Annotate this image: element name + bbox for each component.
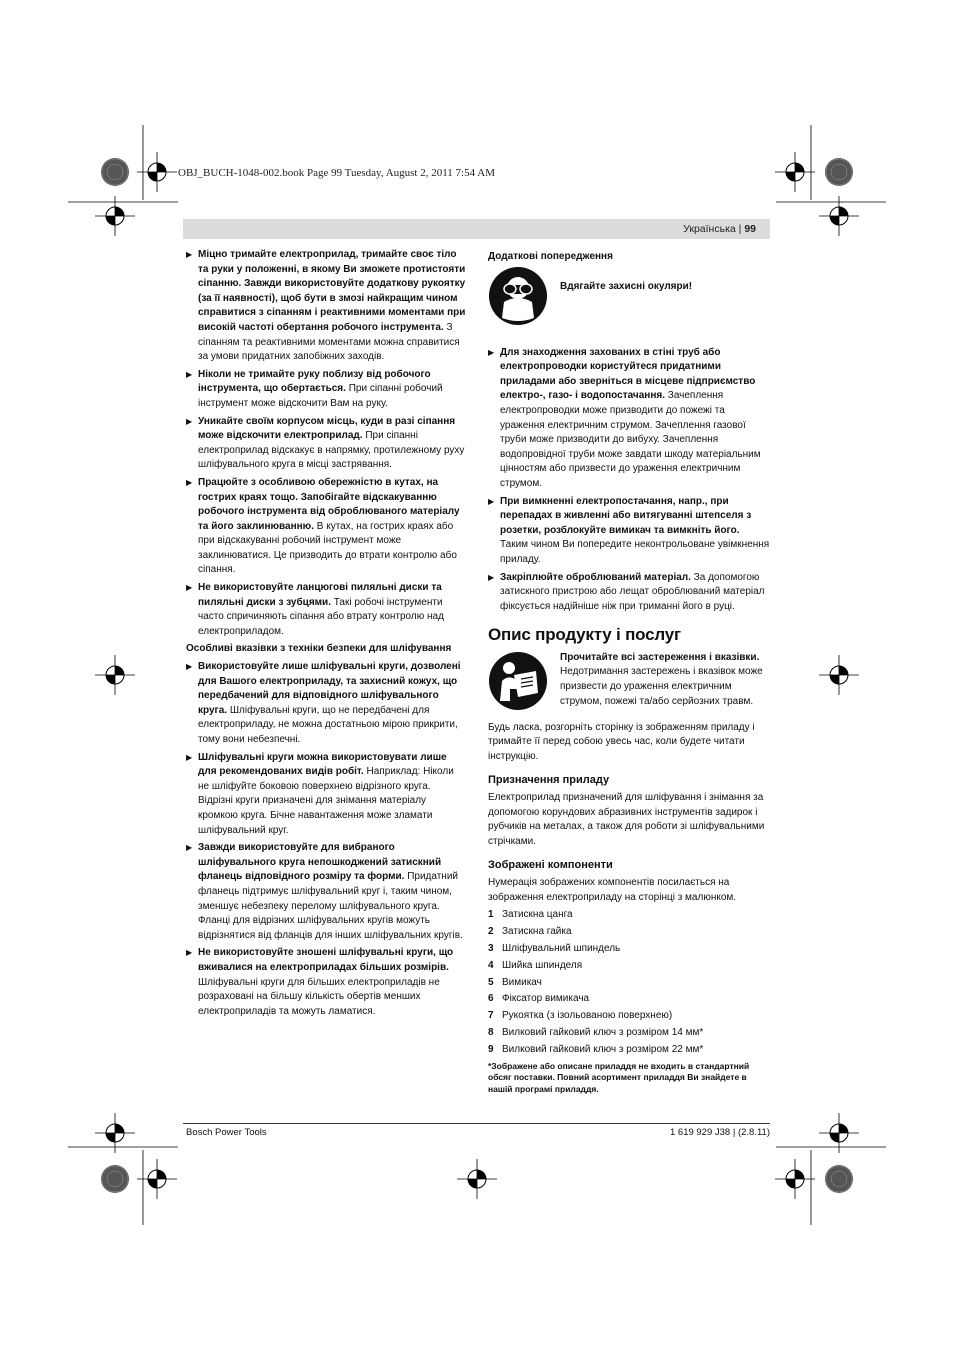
component-item: 1 Затискна цанга bbox=[488, 909, 573, 921]
right-column bbox=[488, 248, 770, 1095]
list-item: ▶ Працюйте з особливою обережністю в кутах, на гострих краях тощо. Запобігайте відскакуванню робочого інструмента від оброблюваного матеріалу та його заклинюванню. В кутах, на гострих краях або при відскакуванні робочий інструмент може заклинюватися. Це призводить до втрати контролю або сіпання. bbox=[186, 476, 460, 576]
list-item: ▶ При вимкненні електропостачання, напр., при перепадах в живленні або витягуванні штепселя з розетки, розблокуйте вимикач та вимкніть його. Таким чином Ви попередите неконтрольоване увімкнення приладу. bbox=[488, 495, 770, 565]
component-item: 3 Шліфувальний шпиндель bbox=[488, 943, 621, 954]
bullet-arrow-icon: ▶ bbox=[186, 250, 193, 259]
bullet-arrow-icon: ▶ bbox=[186, 662, 193, 672]
footer-doc-id: 1 619 929 J38 | (2.8.11) bbox=[669, 1127, 770, 1138]
components-heading: Зображені компоненти bbox=[488, 858, 613, 871]
goggles-instruction: Вдягайте захисні окуляри! bbox=[560, 280, 693, 292]
read-manual-icon bbox=[488, 651, 548, 711]
book-info-line: OBJ_BUCH-1048-002.book Page 99 Tuesday, August 2, 2011 7:54 AM bbox=[178, 167, 495, 179]
component-item: 8 Вилковий гайковий ключ з розміром 14 мм* bbox=[488, 1026, 704, 1038]
bullet-arrow-icon: ▶ bbox=[186, 752, 193, 762]
header-separator: | bbox=[738, 223, 742, 235]
purpose-text: Електроприлад призначений для шліфування і знімання за допомогою корундових абразивних інструментів задирок і рубчиків на металах, а також для роботи зі шліфувальними стрічками. bbox=[488, 792, 765, 848]
goggles-row bbox=[488, 266, 770, 326]
list-item: ▶ Закріплюйте оброблюваний матеріал. За допомогою затискного пристрою або лещат оброблюваний матеріал фіксується надійніше ніж при триманні його в руці. bbox=[488, 571, 765, 612]
component-item: 7 Рукоятка (з ізольованою поверхнею) bbox=[488, 1010, 673, 1022]
footer-divider bbox=[183, 1123, 770, 1124]
component-item: 9 Вилковий гайковий ключ з розміром 22 мм* bbox=[488, 1043, 704, 1055]
list-item: ▶ Не використовуйте ланцюгові пиляльні диски та пиляльні диски з зубцями. Такі робочі інструменти часто спричиняють сіпання або втрату контролю над електроприладом. bbox=[186, 582, 444, 637]
left-column bbox=[186, 248, 466, 1022]
page-header bbox=[183, 219, 770, 239]
list-item: ▶ Уникайте своїм корпусом місць, куди в разі сіпання може відскочити електроприлад. При сіпанні електроприлад відскакує в напрямку, протилежному руху шліфувального круга в місці застрявання. bbox=[186, 415, 465, 471]
read-manual-row bbox=[488, 651, 770, 711]
bullet-arrow-icon: ▶ bbox=[488, 496, 495, 506]
read-instructions-bold: Прочитайте всі застереження і вказівки. bbox=[560, 651, 760, 663]
fold-out-instruction: Будь ласка, розгорніть сторінку із зображенням приладу і тримайте її перед собою увесь час, коли будете читати інструкцію. bbox=[488, 721, 755, 763]
components-list bbox=[488, 908, 770, 1057]
footer-brand: Bosch Power Tools bbox=[186, 1127, 267, 1138]
section-subheading: Особливі вказівки з техніки безпеки для шліфування bbox=[186, 643, 452, 655]
list-item: ▶ Міцно тримайте електроприлад, тримайте своє тіло та руки у положенні, в якому Ви зможете протистояти сіпанню. Завжди використовуйте додаткову рукоятку (за її наявності), щоб бути в змозі найкращим чином справитися з сіпанням і реактивними моментами при високій частоті обертання робочого інструмента. З сіпанням та реактивними моментами можна справитися за умови придатних запобіжних заходів. bbox=[186, 249, 466, 363]
list-item: ▶ Для знаходження захованих в стіні труб або електропроводки користуйтеся придатними приладами або зверніться в місцеве підприємство електро-, газо- і водопостачання. Зачеплення електропроводки може призводити до пожежі та ураження електричним струмом. Зачеплення газової труби може призводити до вибуху. Зачеплення водопровідної труби може завдати шкоду матеріальним цінностям або призвести до ураження електричним струмом. bbox=[488, 346, 761, 489]
bullet-arrow-icon: ▶ bbox=[186, 583, 193, 593]
read-instructions-text: Недотримання застережень і вказівок може призвести до ураження електричним струмом, пожежі та/або серйозних травм. bbox=[560, 666, 763, 707]
component-item: 6 Фіксатор вимикача bbox=[488, 993, 590, 1005]
list-item: ▶ Ніколи не тримайте руку поблизу від робочого інструмента, що обертається. При сіпанні робочий інструмент може відскочити Вам на руку. bbox=[186, 368, 443, 409]
header-language: Українська bbox=[683, 223, 736, 235]
components-intro: Нумерація зображених компонентів посилається на зображення електроприладу на сторінці з малюнком. bbox=[488, 877, 737, 903]
section-title: Опис продукту і послуг bbox=[488, 625, 681, 645]
bullet-arrow-icon: ▶ bbox=[488, 347, 495, 357]
safety-goggles-icon bbox=[488, 266, 548, 326]
list-item: ▶ Не використовуйте зношені шліфувальні круги, що вживалися на електроприладах більших розмірів. Шліфувальні круги для більших електроприладів не розраховані на більшу кількість обертів менших електроприладів та можуть ламатися. bbox=[186, 947, 454, 1017]
additional-warnings-heading: Додаткові попередження bbox=[488, 251, 613, 262]
component-item: 4 Шийка шпинделя bbox=[488, 959, 583, 971]
component-item: 5 Вимикач bbox=[488, 976, 542, 988]
bullet-arrow-icon: ▶ bbox=[186, 416, 193, 426]
list-item: ▶ Шліфувальні круги можна використовувати лише для рекомендованих видів робіт. Наприклад: Ніколи не шліфуйте боковою поверхнею відрізного круга. Відрізні круги призначені для знімання матеріалу кромкою круга. Бічне навантаження може зламати шліфувальний круг. bbox=[186, 751, 454, 836]
list-item: ▶ Завжди використовуйте для вибраного шліфувального круга непошкоджений затискний фланець відповідного розміру та форми. Придатний фланець підтримує шліфувальний круг і, таким чином, зменшує небезпеку перелому шліфувального круга. Фланці для відрізних шліфувальних кругів можуть відрізнятися від фланців для інших шліфувальних кругів. bbox=[186, 842, 463, 941]
bullet-arrow-icon: ▶ bbox=[186, 477, 193, 487]
bullet-arrow-icon: ▶ bbox=[186, 948, 193, 958]
list-item: ▶ Використовуйте лише шліфувальні круги, дозволені для Вашого електроприладу, та захисний кожух, що передбачений для відповідного шліфувального круга. Шліфувальні круги, що не передбачені для електроприладу, не можна достатньою мірою прикрити, тому вони небезпечні. bbox=[186, 661, 461, 745]
bullet-arrow-icon: ▶ bbox=[186, 369, 193, 379]
component-item: 2 Затискна гайка bbox=[488, 926, 572, 938]
bullet-arrow-icon: ▶ bbox=[186, 843, 193, 853]
bullet-arrow-icon: ▶ bbox=[488, 572, 495, 582]
page-number: 99 bbox=[744, 223, 756, 235]
purpose-heading: Призначення приладу bbox=[488, 773, 610, 786]
accessory-footnote: *Зображене або описане приладдя не входить в стандартний обсяг поставки. Повний асортимент приладдя Ви знайдете в нашій програмі приладдя. bbox=[488, 1060, 750, 1094]
